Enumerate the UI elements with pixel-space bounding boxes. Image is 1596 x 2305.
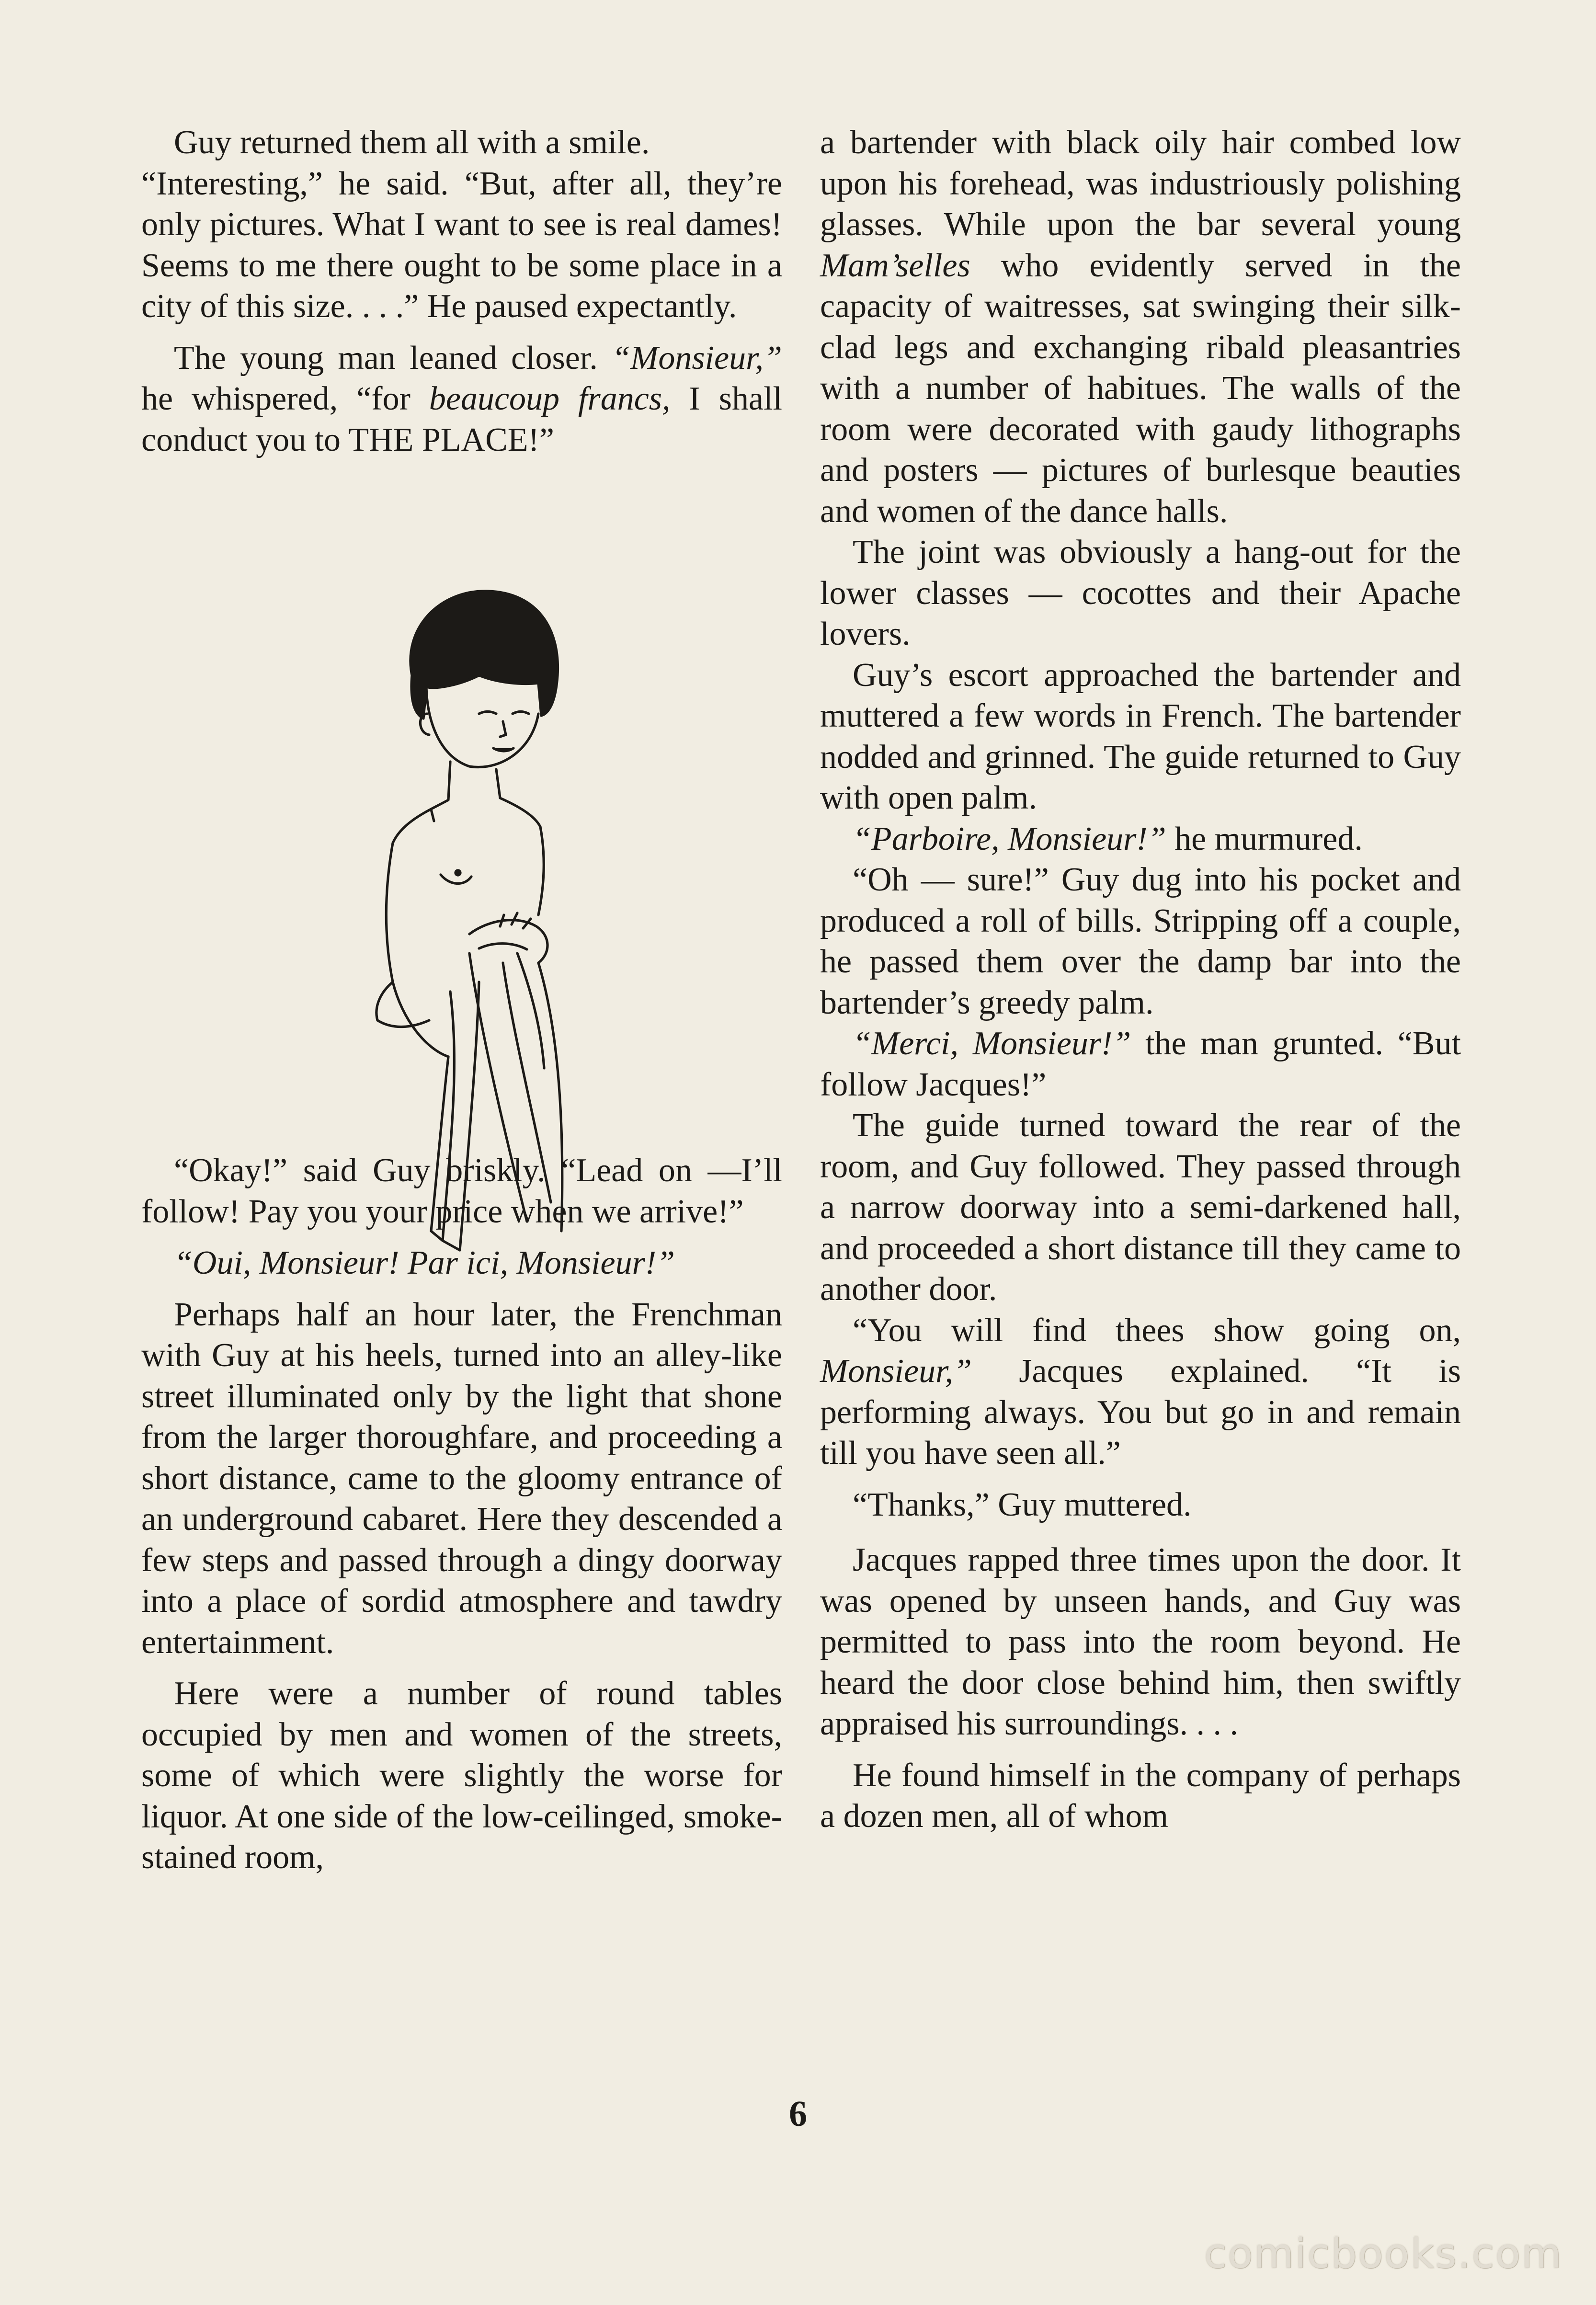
paragraph: [141, 122, 782, 327]
text-run: “Interesting,” he said. “But, after all, they’re only pictures. What I want to see is real dames! Seems to me there ought to be some place in a city of this size. . . .” He paused expectantly.: [141, 165, 782, 325]
text-run: he murmured.: [1166, 820, 1363, 857]
paragraph: [820, 819, 1461, 860]
italic-run: beaucoup francs,: [429, 380, 671, 417]
text-line: Guy returned them all with a smile.: [174, 124, 650, 161]
paragraph: The guide turned toward the rear of the room, and Guy followed. They passed through a narrow doorway into a semi-darkened hall, and proceeded a short distance till they came to another door.: [820, 1107, 1461, 1308]
woman-illustration: [335, 570, 604, 1255]
italic-run: “Monsieur,”: [612, 339, 782, 377]
paragraph: “Thanks,” Guy muttered.: [853, 1486, 1192, 1523]
text-run: “You will find thees show going on,: [853, 1312, 1461, 1349]
paragraph: “Oh — sure!” Guy dug into his pocket and produced a roll of bills. Stripping off a couple, he passed them over the damp bar into the bartender’s greedy palm.: [820, 861, 1461, 1021]
paragraph: He found himself in the company of perhaps a dozen men, all of whom: [820, 1757, 1461, 1835]
text-run: a bartender with black oily hair combed low upon his forehead, was industriously polishing glasses. While upon the bar several young: [820, 124, 1461, 243]
italic-run: “Oui, Monsieur! Par ici, Monsieur!”: [174, 1244, 675, 1281]
paragraph: The joint was obviously a hang-out for the lower classes — cocottes and their Apache lovers.: [820, 534, 1461, 652]
italic-run: “Parboire, Monsieur!”: [853, 820, 1166, 857]
paragraph: [820, 122, 1461, 532]
page-number: 6: [789, 2094, 807, 2134]
text-run: Jacques explained. “It is performing always. You but go in and remain till you have seen all.”: [820, 1353, 1461, 1472]
text-run: The young man leaned closer.: [174, 339, 612, 377]
paragraph: [820, 1023, 1461, 1105]
paragraph: [141, 338, 782, 461]
text-run: he whispered, “for: [141, 380, 429, 417]
italic-run: Monsieur,”: [820, 1353, 972, 1390]
italic-run: Mam’selles: [820, 247, 970, 284]
paragraph: Perhaps half an hour later, the Frenchman with Guy at his heels, turned into an alley-like street illuminated only by the light that shone from the larger thoroughfare, and proceeding a short distance, came to the gloomy entrance of an underground cabaret. Here they descended a few steps and passed through a dingy doorway into a place of sordid atmosphere and tawdry entertainment.: [141, 1296, 782, 1661]
text-run: I shall conduct you to THE PLACE!”: [141, 380, 782, 458]
text-run: who evidently served in the capacity of waitresses, sat swinging their silk-clad legs and exchanging ribald pleasantries with a number of habitues. The walls of the room were decorated with gaudy lithographs and posters — pictures of burlesque beauties and women of the dance halls.: [820, 247, 1461, 530]
paragraph: Here were a number of round tables occupied by men and women of the streets, some of which were slightly the worse for liquor. At one side of the low-ceilinged, smoke-stained room,: [141, 1675, 782, 1876]
watermark: comicbooks.com: [1204, 2230, 1562, 2278]
paragraph: [820, 1310, 1461, 1474]
italic-run: “Merci, Monsieur!”: [853, 1025, 1131, 1062]
text-run: the man grunted. “But follow Jacques!”: [820, 1025, 1461, 1103]
right-text-column: [820, 122, 1461, 1837]
paragraph: Jacques rapped three times upon the door. It was opened by unseen hands, and Guy was permitted to pass into the room beyond. He heard the door close behind him, then swiftly appraised his surroundings. . . .: [820, 1541, 1461, 1742]
paragraph: “Okay!” said Guy briskly. “Lead on —I’ll follow! Pay you your price when we arrive!”: [141, 1152, 782, 1230]
paragraph: Guy’s escort approached the bartender and muttered a few words in French. The bartender nodded and grinned. The guide returned to Guy with open palm.: [820, 656, 1461, 816]
